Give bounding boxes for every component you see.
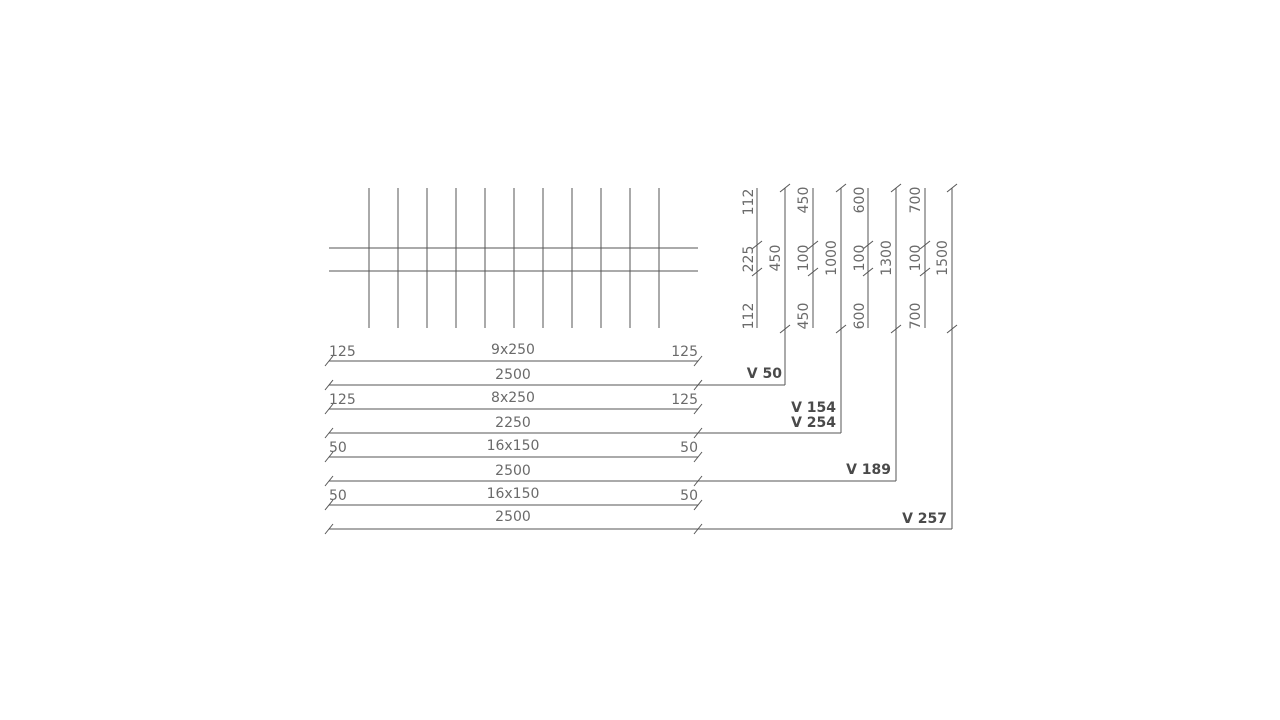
height-450-a: 450 bbox=[768, 244, 784, 272]
height-1500: 1500 bbox=[935, 240, 951, 276]
dimension-row-3 bbox=[325, 438, 896, 486]
height-112-bottom: 112 bbox=[741, 302, 757, 330]
dimension-right: 125 bbox=[671, 392, 698, 408]
height-column-v257 bbox=[908, 184, 957, 529]
height-1300: 1300 bbox=[879, 240, 895, 276]
height-column-v50 bbox=[741, 184, 790, 385]
height-700-bottom: 700 bbox=[908, 302, 924, 330]
height-column-v189 bbox=[852, 184, 901, 481]
model-label-v257: V 257 bbox=[902, 511, 947, 527]
dimension-left: 125 bbox=[329, 344, 356, 360]
height-450-bottom: 450 bbox=[796, 302, 812, 330]
dimension-center: 9x250 bbox=[491, 342, 535, 358]
height-600-top: 600 bbox=[852, 186, 868, 214]
dimension-left: 50 bbox=[329, 440, 347, 456]
model-label-v50: V 50 bbox=[746, 366, 782, 382]
model-label-v154: V 154 bbox=[791, 400, 836, 416]
height-450-top: 450 bbox=[796, 186, 812, 214]
dimension-total: 2250 bbox=[495, 415, 531, 431]
model-label-v254: V 254 bbox=[791, 415, 836, 431]
dimension-row-4 bbox=[325, 486, 952, 534]
model-label-v189: V 189 bbox=[846, 462, 891, 478]
height-112-top: 112 bbox=[741, 188, 757, 216]
dimension-right: 125 bbox=[671, 344, 698, 360]
dimension-total: 2500 bbox=[495, 463, 531, 479]
dimension-total: 2500 bbox=[495, 509, 531, 525]
height-700-top: 700 bbox=[908, 186, 924, 214]
dimension-left: 50 bbox=[329, 488, 347, 504]
dimension-center: 16x150 bbox=[486, 438, 540, 454]
dimension-row-1 bbox=[325, 342, 785, 390]
height-225: 225 bbox=[741, 245, 757, 273]
dimension-right: 50 bbox=[680, 440, 698, 456]
height-100-c: 100 bbox=[908, 244, 924, 272]
height-1000: 1000 bbox=[824, 240, 840, 276]
dimension-total: 2500 bbox=[495, 367, 531, 383]
grid-plan bbox=[329, 188, 698, 328]
dimension-right: 50 bbox=[680, 488, 698, 504]
dimension-center: 8x250 bbox=[491, 390, 535, 406]
height-column-v154 bbox=[796, 184, 846, 433]
height-100-b: 100 bbox=[852, 244, 868, 272]
height-100-a: 100 bbox=[796, 244, 812, 272]
dimension-row-2 bbox=[325, 390, 841, 438]
height-600-bottom: 600 bbox=[852, 302, 868, 330]
dimension-left: 125 bbox=[329, 392, 356, 408]
dimension-center: 16x150 bbox=[486, 486, 540, 502]
